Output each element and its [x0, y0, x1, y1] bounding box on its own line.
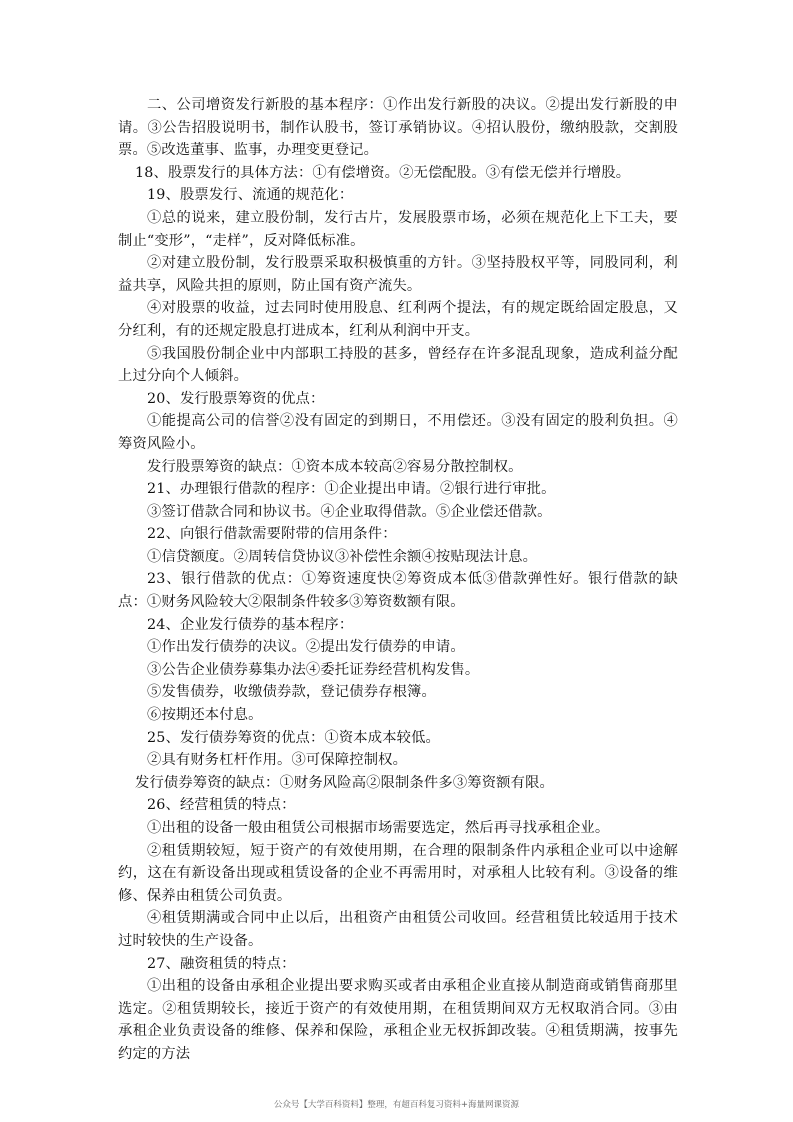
- heading-18-issue-methods: 18、股票发行的具体方法：①有偿增资。②无偿配股。③有偿无偿并行增股。: [135, 164, 631, 181]
- paragraph-26-item-2-3: ②租赁期较短，短于资产的有效使用期，在合理的限制条件内承租企业可以中途解约，这在有新设备出现或租赁设备的企业不再需用时，对承租人比较有利。③设备的维修、保养由租赁公司负责。: [118, 842, 678, 904]
- document-body: [118, 94, 678, 1066]
- heading-26-operating-lease: 26、经营租赁的特点：: [147, 797, 296, 814]
- paragraph-24-step-6: ⑥按期还本付息。: [147, 707, 263, 724]
- heading-19-standardization: 19、股票发行、流通的规范化：: [147, 187, 354, 204]
- heading-25-bond-advantages: 25、发行债券筹资的优点：①资本成本较低。: [147, 729, 440, 746]
- paragraph-19-item-1: ①总的说来，建立股份制，发行古片，发展股票市场，必须在规范化上下工夫，要制止“变形”，“走样”，反对降低标准。: [118, 209, 678, 249]
- paragraph-24-steps-3-4: ③公告企业债券募集办法④委托证券经营机构发售。: [147, 661, 480, 678]
- heading-27-finance-lease: 27、融资租赁的特点：: [147, 955, 296, 972]
- paragraph-19-item-4: ④对股票的收益，过去同时使用股息、红利两个提法，有的规定既给固定股息，又分红利，有的还规定股息打进成本，红利从利润中开支。: [118, 300, 678, 339]
- paragraph-24-step-5: ⑤发售债券，收缴债券款，登记债券存根簿。: [147, 684, 436, 701]
- paragraph-25-advantages: ②具有财务杠杆作用。③可保障控制权。: [147, 752, 408, 769]
- paragraph-26-item-4: ④租赁期满或合同中止以后，出租资产由租赁公司收回。经营租赁比较适用于技术过时较快的生产设备。: [118, 910, 678, 949]
- paragraph-26-item-1: ①出租的设备一般由租赁公司根据市场需要选定，然后再寻找承租企业。: [147, 820, 610, 836]
- paragraph-23-loan-pros-cons: 23、银行借款的优点：①筹资速度快②筹资成本低③借款弹性好。银行借款的缺点：①财务风险较大②限制条件较多③筹资数额有限。: [118, 571, 678, 611]
- paragraph-19-item-2-3: ②对建立股份制，发行股票采取积极慎重的方针。③坚持股权平等，同股同利，利益共享，风险共担的原则，防止国有资产流失。: [118, 255, 678, 294]
- heading-21-loan-procedure: 21、办理银行借款的程序：①企业提出申请。②银行进行审批。: [147, 481, 556, 498]
- footer-watermark: 公众号【大学百科资料】整理，有超百科复习资料+海量网课资源: [273, 1100, 520, 1110]
- paragraph-21-steps: ③签订借款合同和协议书。④企业取得借款。⑤企业偿还借款。: [147, 503, 552, 520]
- paragraph-24-steps-1-2: ①作出发行债券的决议。②提出发行债券的申请。: [147, 639, 465, 656]
- paragraph-25-disadvantages: 发行债券筹资的缺点：①财务风险高②限制条件多③筹资额有限。: [135, 774, 554, 791]
- paragraph-new-share-procedure: 二、公司增资发行新股的基本程序：①作出发行新股的决议。②提出发行新股的申请。③公告招股说明书，制作认股书，签订承销协议。④招认股份，缴纳股款，交割股票。⑤改选董事、监事，办理变更登记。: [118, 97, 678, 159]
- heading-24-bond-procedure: 24、企业发行债券的基本程序：: [147, 616, 354, 633]
- paragraph-20-advantages: ①能提高公司的信誉②没有固定的到期日，不用偿还。③没有固定的股利负担。④筹资风险小。: [118, 413, 678, 452]
- heading-20-stock-advantages: 20、发行股票筹资的优点：: [147, 390, 325, 407]
- paragraph-19-item-5: ⑤我国股份制企业中内部职工持股的甚多，曾经存在许多混乱现象，造成利益分配上过分向个人倾斜。: [118, 345, 678, 385]
- paragraph-20-disadvantages: 发行股票筹资的缺点：①资本成本较高②容易分散控制权。: [147, 458, 523, 475]
- paragraph-22-conditions: ①信贷额度。②周转信贷协议③补偿性余额④按贴现法计息。: [147, 548, 538, 565]
- paragraph-27-items: ①出租的设备由承租企业提出要求购买或者由承租企业直接从制造商或销售商那里选定。②租赁期较长，接近于资产的有效使用期，在租赁期间双方无权取消合同。③由承租企业负责设备的维修、保养和保险，承租企业无权拆卸改装。④租赁期满，按事先约定的方法: [118, 978, 678, 1062]
- heading-22-credit-conditions: 22、向银行借款需要附带的信用条件：: [147, 526, 397, 543]
